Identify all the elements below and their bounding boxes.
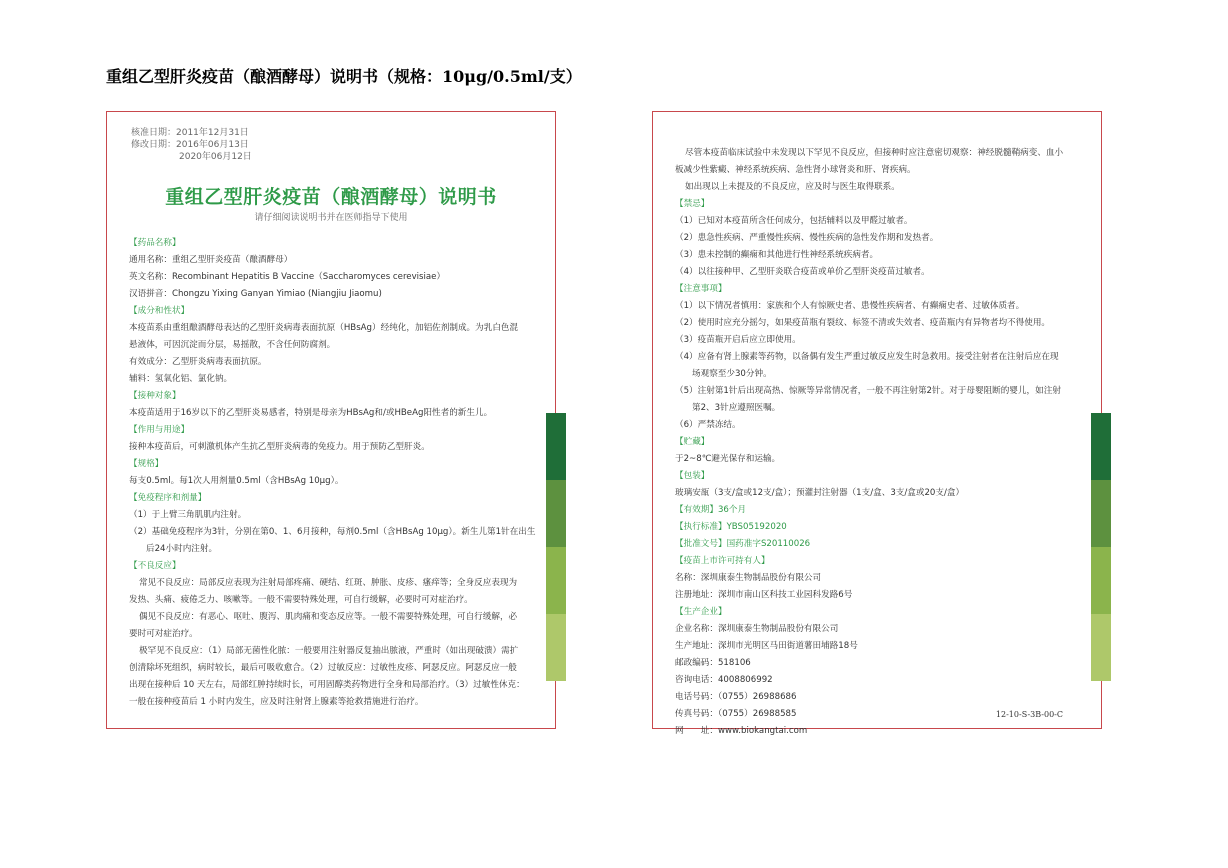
strip-segment (546, 480, 566, 547)
text-line: 每支0.5ml。每1次人用剂量0.5ml（含HBsAg 10μg）。 (129, 476, 344, 486)
document-code: 12-10-S-3B-00-C (995, 710, 1063, 719)
section-heading: 【生产企业】 (675, 607, 727, 617)
section-heading: 【作用与用途】 (129, 425, 190, 435)
text-line: 通用名称：重组乙型肝炎疫苗（酿酒酵母） (129, 255, 293, 265)
section-heading: 【疫苗上市许可持有人】 (675, 556, 770, 566)
text-line: 极罕见不良反应：（1）局部无菌性化脓：一般要用注射器反复抽出脓液，严重时（如出现破溃）需扩 (139, 646, 519, 656)
strip-segment (1091, 547, 1111, 614)
text-line: （2）基础免疫程序为3针，分别在第0、1、6月接种，每剂0.5ml（含HBsAg 10μg）。新生儿第1针在出生 (129, 527, 536, 537)
text-line: 英文名称：Recombinant Hepatitis B Vaccine（Saccharomyces cerevisiae） (129, 272, 446, 282)
text-line: 玻璃安瓿（3支/盒或12支/盒）；预灌封注射器（1支/盒、3支/盒或20支/盒） (675, 488, 965, 498)
section-heading: 【执行标准】YBS05192020 (675, 522, 787, 532)
section-heading: 【规格】 (129, 459, 164, 469)
text-line: 企业名称：深圳康泰生物制品股份有限公司 (675, 624, 839, 634)
leaflet-subtitle: 请仔细阅读说明书并在医师指导下使用 (254, 213, 408, 223)
text-line: （6）严禁冻结。 (675, 420, 741, 430)
left-content (129, 235, 541, 711)
section-heading: 【批准文号】国药准字S20110026 (675, 539, 811, 549)
text-line: 注册地址：深圳市南山区科技工业园科发路6号 (675, 590, 853, 600)
strip-segment (1091, 413, 1111, 480)
leaflet-title: 重组乙型肝炎疫苗（酿酒酵母）说明书 (165, 186, 497, 208)
date-block (131, 127, 252, 163)
leaflet-page-left (106, 111, 556, 729)
color-strip-right (1091, 413, 1111, 681)
text-line: 场观察至少30分钟。 (692, 369, 772, 379)
section-heading: 【注意事项】 (675, 284, 727, 294)
text-line: 如出现以上未提及的不良反应，应及时与医生取得联系。 (685, 182, 900, 192)
text-line: 咨询电话：4008806992 (675, 675, 773, 685)
text-line: 汉语拼音：Chongzu Yixing Ganyan Yimiao (Niangjiu Jiaomu) (129, 289, 382, 299)
text-line: （4）应备有肾上腺素等药物，以备偶有发生严重过敏反应发生时急救用。接受注射者在注射后应在现 (675, 352, 1059, 362)
section-heading: 【包装】 (675, 471, 710, 481)
text-line: 后24小时内注射。 (146, 544, 218, 554)
text-line: （5）注射第1针后出现高热、惊厥等异常情况者，一般不再注射第2针。对于母婴阻断的婴儿，如注射 (675, 386, 1061, 396)
section-heading: 【禁忌】 (675, 199, 710, 209)
strip-segment (546, 614, 566, 681)
text-line: （2）患急性疾病、严重慢性疾病、慢性疾病的急性发作期和发热者。 (675, 233, 939, 243)
revision-date-2: 2020年06月12日 (179, 152, 252, 162)
document-title: 重组乙型肝炎疫苗（酿酒酵母）说明书（规格：10μg/0.5ml/支） (106, 67, 582, 86)
section-heading: 【药品名称】 (129, 238, 181, 248)
text-line: 创清除坏死组织，病时较长，最后可吸收愈合。（2）过敏反应：过敏性皮疹、阿瑟反应。阿瑟反应一般 (129, 663, 517, 673)
text-line: 名称：深圳康泰生物制品股份有限公司 (675, 573, 822, 583)
text-line: 传真号码：（0755）26988585 (675, 709, 797, 719)
text-line: 第2、3针应遵照医嘱。 (692, 403, 781, 413)
text-line: 一般在接种疫苗后 1 小时内发生，应及时注射肾上腺素等抢救措施进行治疗。 (129, 697, 424, 707)
text-line: （1）于上臂三角肌肌内注射。 (129, 510, 247, 520)
text-line: （4）以往接种甲、乙型肝炎联合疫苗或单价乙型肝炎疫苗过敏者。 (675, 267, 930, 277)
text-line: 有效成分：乙型肝炎病毒表面抗原。 (129, 357, 267, 367)
text-line: （1）以下情况者慎用：家族和个人有惊厥史者、患慢性疾病者、有癫痫史者、过敏体质者。 (675, 301, 1025, 311)
section-heading: 【接种对象】 (129, 391, 181, 401)
strip-segment (1091, 480, 1111, 547)
text-line: 悬液体，可因沉淀而分层，易摇散，不含任何防腐剂。 (129, 340, 336, 350)
section-heading: 【贮藏】 (675, 437, 710, 447)
text-line: 出现在接种后 10 天左右，局部红肿持续时长，可用固醇类药物进行全身和局部治疗。（3）过敏性休克： (129, 680, 525, 690)
section-heading: 【有效期】36个月 (675, 505, 747, 515)
text-line: 发热、头痛、疲倦乏力、咳嗽等。一般不需要特殊处理，可自行缓解，必要时可对症治疗。 (129, 595, 473, 605)
right-content (675, 145, 1087, 740)
text-line: （3）患未控制的癫痫和其他进行性神经系统疾病者。 (675, 250, 879, 260)
text-line: 本疫苗系由重组酿酒酵母表达的乙型肝炎病毒表面抗原（HBsAg）经纯化，加铝佐剂制成。为乳白色混 (129, 323, 519, 333)
text-line: （1）已知对本疫苗所含任何成分，包括辅料以及甲醛过敏者。 (675, 216, 913, 226)
text-line: （2）使用时应充分摇匀，如果疫苗瓶有裂纹、标签不清或失效者、疫苗瓶内有异物者均不得使用。 (675, 318, 1051, 328)
text-line: 生产地址：深圳市光明区马田街道薯田埔路18号 (675, 641, 858, 651)
approval-date: 核准日期：2011年12月31日 (131, 128, 249, 138)
text-line: 电话号码：（0755）26988686 (675, 692, 797, 702)
text-line: 接种本疫苗后，可刺激机体产生抗乙型肝炎病毒的免疫力。用于预防乙型肝炎。 (129, 442, 430, 452)
text-line: 本疫苗适用于16岁以下的乙型肝炎易感者，特别是母亲为HBsAg和/或HBeAg阳性者的新生儿。 (129, 408, 493, 418)
text-line: 尽管本疫苗临床试验中未发现以下罕见不良反应，但接种时应注意密切观察：神经脱髓鞘病变、血小 (685, 148, 1064, 158)
color-strip-left (546, 413, 566, 681)
section-heading: 【免疫程序和剂量】 (129, 493, 207, 503)
strip-segment (546, 413, 566, 480)
leaflet-page-right (652, 111, 1102, 736)
text-line: 邮政编码：518106 (675, 658, 751, 668)
strip-segment (1091, 614, 1111, 681)
text-line: 辅料：氢氧化铝、氯化钠。 (129, 374, 233, 384)
strip-segment (546, 547, 566, 614)
revision-date: 修改日期：2016年06月13日 (131, 140, 249, 150)
text-line: 于2~8℃避光保存和运输。 (675, 454, 781, 464)
text-line: 偶见不良反应：有恶心、呕吐、腹泻、肌肉痛和变态反应等。一般不需要特殊处理，可自行缓解，必 (139, 612, 518, 622)
text-line: 要时可对症治疗。 (129, 629, 198, 639)
text-line: 网 址：www.biokangtai.com (675, 726, 808, 736)
text-line: （3）疫苗瓶开启后应立即使用。 (675, 335, 801, 345)
section-heading: 【成分和性状】 (129, 306, 190, 316)
text-line: 板减少性紫癜、神经系统疾病、急性肾小球肾炎和肝、肾疾病。 (675, 165, 916, 175)
section-heading: 【不良反应】 (129, 561, 181, 571)
text-line: 常见不良反应：局部反应表现为注射局部疼痛、硬结、红斑、肿胀、皮疹、瘙痒等；全身反应表现为 (139, 578, 518, 588)
